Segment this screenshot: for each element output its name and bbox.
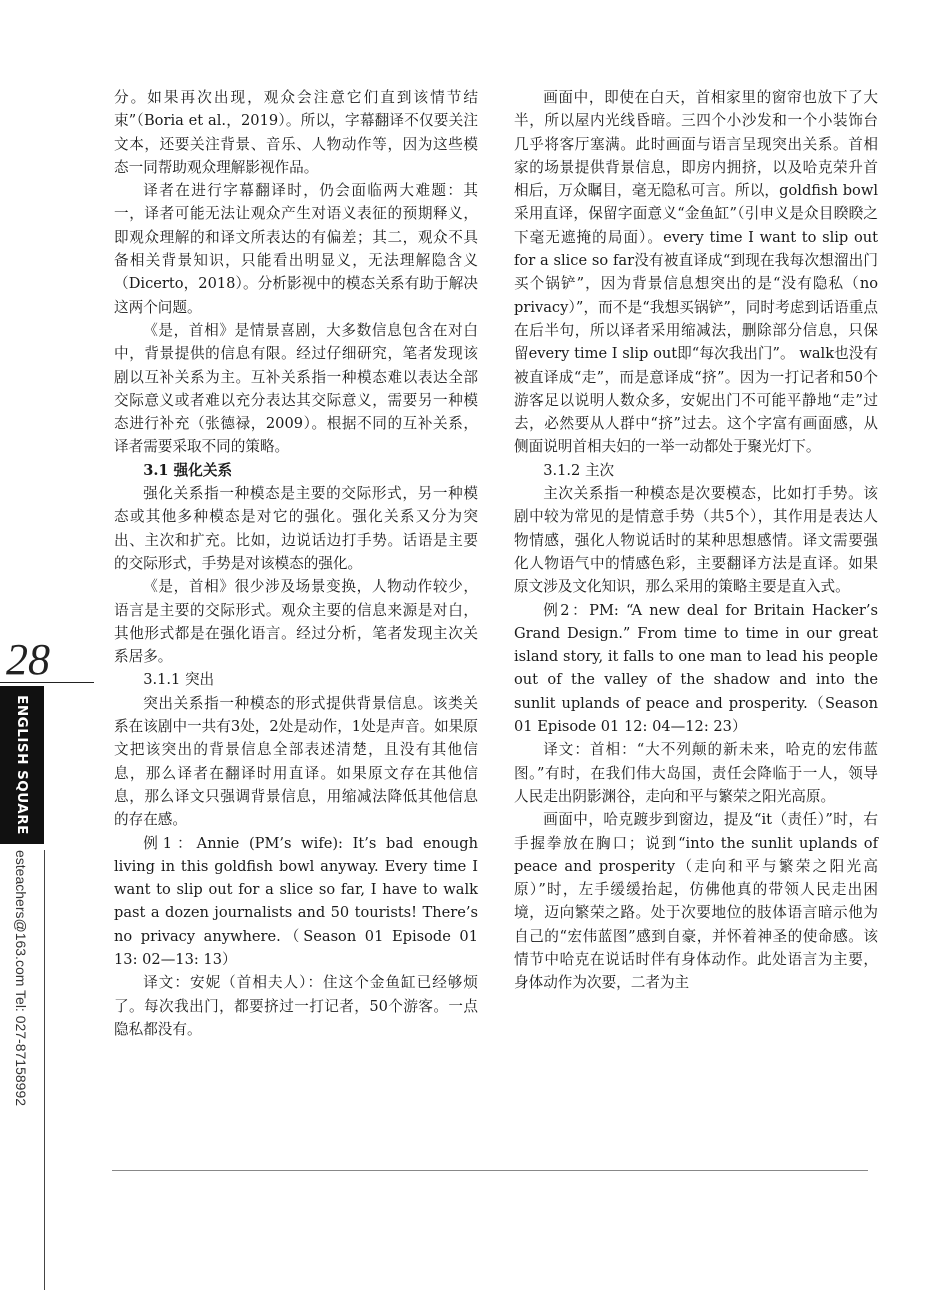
paragraph: 分。如果再次出现，观众会注意它们直到该情节结束”（Boria et al.，2019）。所以，字幕翻译不仅要关注文本，还要关注背景、音乐、人物动作等，因为这些模态一同帮助观众理解影视作品。 [114, 89, 478, 176]
example-paragraph: 例1：Annie (PM’s wife): It’s bad enough living in this goldfish bowl anyway. Every time I want to slip out for a slice so far, I have to walk past a dozen journalists and 50 tourists! There’s no privacy anywhere.（Season 01 Episode 01 13: 02—13: 13） [114, 834, 478, 968]
paragraph: 强化关系指一种模态是主要的交际形式，另一种模态或其他多种模态是对它的强化。强化关系又分为突出、主次和扩充。比如，边说话边打手势。话语是主要的交际形式，手势是对该模态的强化。 [114, 485, 478, 572]
subsection-heading: 3.1.1 突出 [143, 671, 215, 689]
right-column [514, 86, 878, 995]
example-paragraph: 例2：PM: “A new deal for Britain Hacker’s Grand Design.” From time to time in our great island story, it falls to one man to lead his people out of the valley of the shadow and into the sunlit uplands of peace and prosperity.（Season 01 Episode 01 12: 04—12: 23） [514, 601, 878, 736]
journal-name: ENGLISH SQUARE [14, 695, 30, 835]
journal-label-box [0, 686, 44, 844]
gutter-line [44, 850, 45, 1290]
page-number-rule [0, 682, 94, 683]
translation-paragraph: 译文：首相：“大不列颠的新未来，哈克的宏伟蓝图。”有时，在我们伟大岛国，责任会降临于一人，领导人民走出阴影渊谷，走向和平与繁荣之阳光高原。 [514, 741, 878, 805]
paragraph: 突出关系指一种模态的形式提供背景信息。该类关系在该剧中一共有3处，2处是动作，1处是声音。如果原文把该突出的背景信息全部表述清楚，且没有其他信息，那么译者在翻译时用直译。如果原文存在其他信息，那么译文只强调背景信息，用缩减法降低其他信息的存在感。 [114, 694, 478, 829]
paragraph: 《是，首相》很少涉及场景变换，人物动作较少，语言是主要的交际形式。观众主要的信息来源是对白，其他形式都是在强化语言。经过分析，笔者发现主次关系居多。 [114, 578, 478, 666]
translation-paragraph: 译文：安妮（首相夫人）：住这个金鱼缸已经够烦了。每次我出门，都要挤过一打记者，50个游客。一点隐私都没有。 [114, 974, 478, 1038]
page-number: 28 [6, 635, 50, 684]
paragraph: 画面中，哈克踱步到窗边，提及“it（责任）”时，右手握拳放在胸口；说到“into the sunlit uplands of peace and prosperity（走向和平与繁荣之阳光高原）”时，左手缓缓抬起，仿佛他真的带领人民走出困境，迈向繁荣之路。处于次要地位的肢体语言暗示他为自己的“宏伟蓝图”感到自豪，并怀着神圣的使命感。该情节中哈克在说话时伴有身体动作。此处语言为主要，身体动作为次要，二者为主 [514, 811, 878, 992]
paragraph: 《是，首相》是情景喜剧，大多数信息包含在对白中，背景提供的信息有限。经过仔细研究，笔者发现该剧以互补关系为主。互补关系指一种模态难以表达全部交际意义或者难以充分表达其交际意义，需要另一种模态进行补充（张德禄，2009）。根据不同的互补关系，译者需要采取不同的策略。 [114, 321, 478, 456]
left-column [114, 86, 478, 1041]
bottom-rule [112, 1170, 868, 1171]
paragraph: 译者在进行字幕翻译时，仍会面临两大难题：其一，译者可能无法让观众产生对语义表征的预期释义，即观众理解的和译文所表达的有偏差；其二，观众不具备相关背景知识，只能看出明显义，无法理解隐含义（Dicerto，2018）。分析影视中的模态关系有助于解决这两个问题。 [114, 182, 478, 316]
subsection-heading: 3.1.2 主次 [543, 461, 615, 479]
paragraph: 画面中，即使在白天，首相家里的窗帘也放下了大半，所以屋内光线昏暗。三四个小沙发和一个小装饰台几乎将客厅塞满。此时画面与语言呈现突出关系。首相家的场景提供背景信息，即房内拥挤，以及哈克荣升首相后，万众瞩目，毫无隐私可言。所以，goldfish bowl采用直译，保留字面意义“金鱼缸”（引申义是众目睽睽之下毫无遮掩的局面）。every time I want to slip out for a slice so far没有被直译成“到现在我每次想溜出门买个锅铲”，因为背景信息想突出的是“没有隐私（no privacy）”，而不是“我想买锅铲”，同时考虑到话语重点在后半句，所以译者采用缩减法，删除部分信息，只保留every time I slip out即“每次我出门”。 walk也没有被直译成“走”，而是意译成“挤”。因为一打记者和50个游客足以说明人数众多，安妮出门不可能平静地“走”过去，必然要从人群中“挤”过去。这个字富有画面感，从侧面说明首相夫妇的一举一动都处于聚光灯下。 [514, 89, 878, 456]
paragraph: 主次关系指一种模态是次要模态，比如打手势。该剧中较为常见的是情意手势（共5个），其作用是表达人物情感，强化人物说话时的某种思想感情。译文需要强化人物语气中的情感色彩，主要翻译方法是直译。如果原文涉及文化知识，那么采用的策略主要是直入式。 [514, 485, 878, 596]
contact-info: esteachers@163.com Tel: 027-87158992 [13, 850, 29, 1107]
section-heading: 3.1 强化关系 [143, 461, 233, 479]
